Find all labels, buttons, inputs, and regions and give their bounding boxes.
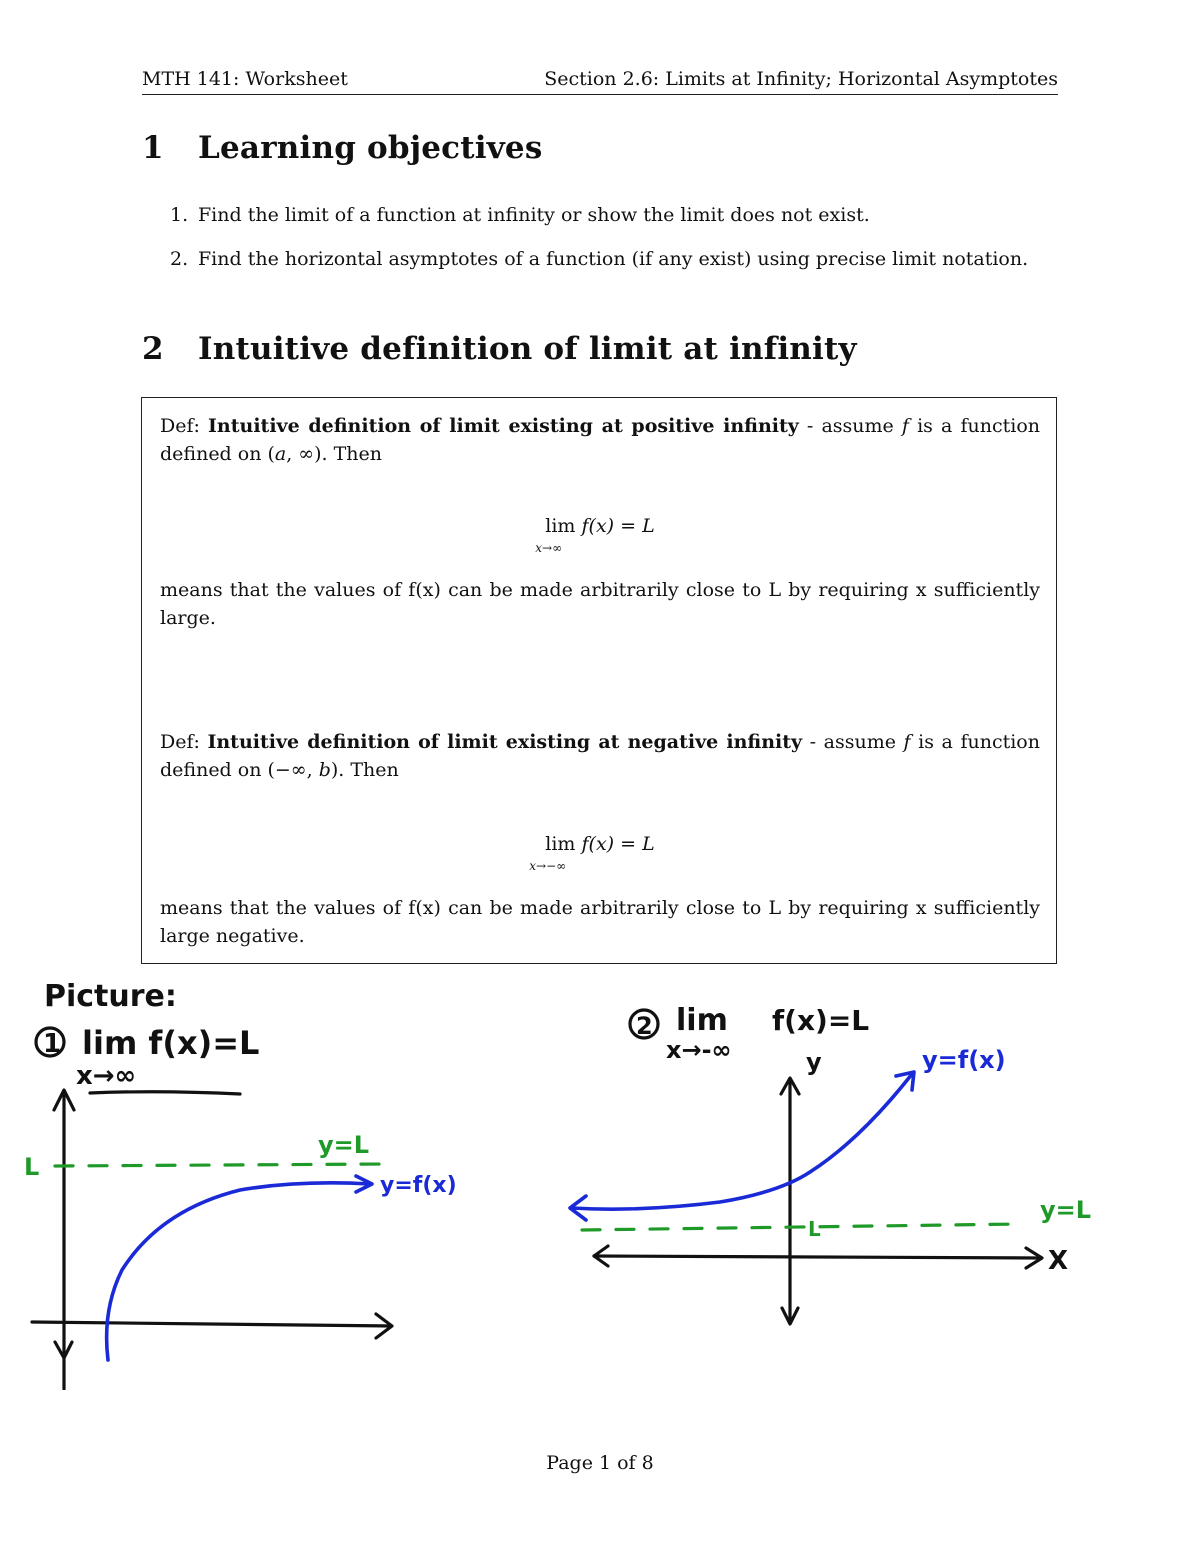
- page-footer: Page 1 of 8: [546, 1452, 654, 1474]
- objective-number: 2.: [170, 248, 189, 270]
- section-2-number: 2: [142, 331, 164, 367]
- example-1-limit: lim f(x)=L: [82, 1024, 260, 1062]
- graph-1-x-axis: [32, 1322, 390, 1326]
- def-text: is a function defined on (−∞,: [160, 731, 1040, 781]
- example-2-number: 2: [636, 1012, 653, 1040]
- def-positive-title: Intuitive definition of limit existing at positive infinity: [208, 415, 799, 437]
- lim-operator: [535, 512, 576, 555]
- graph-2-curve-label: y=f(x): [922, 1046, 1006, 1074]
- graph-1-asymptote-label: y=L: [318, 1131, 370, 1159]
- example-2-lim: lim: [676, 1003, 728, 1038]
- lim-subscript: x→∞: [535, 541, 563, 555]
- def-negative-title: Intuitive definition of limit existing at negative infinity: [207, 731, 803, 753]
- picture-label: Picture:: [44, 979, 177, 1014]
- graph-2-asymptote: [582, 1224, 1020, 1230]
- objective-text: Find the limit of a function at infinity or show the limit does not exist.: [198, 204, 870, 226]
- graph-2-curve: [572, 1074, 912, 1209]
- section-1-heading: [142, 130, 543, 166]
- def-text: - assume: [802, 731, 904, 753]
- graph-1-asymptote: [55, 1164, 388, 1166]
- graph-2-x-label: X: [1048, 1246, 1069, 1276]
- graph-2-x-axis: [594, 1256, 1040, 1258]
- graph-1-curve-label: y=f(x): [380, 1173, 457, 1198]
- limit-formula-negative: [142, 830, 1058, 873]
- section-1-title: Learning objectives: [198, 130, 543, 166]
- objectives-list: [142, 200, 1072, 288]
- objective-item: [142, 200, 1072, 244]
- def-var: a: [274, 443, 287, 465]
- lim-expression: f(x) = L: [581, 515, 655, 537]
- example-2-subscript: x→-∞: [666, 1036, 732, 1064]
- lim-text: lim: [545, 833, 576, 855]
- example-1-subscript: x→∞: [76, 1061, 137, 1091]
- lim-operator: [529, 830, 576, 873]
- example-2-fx: f(x)=L: [772, 1004, 870, 1037]
- definition-box: [141, 397, 1057, 964]
- graph-2-y-label: y: [806, 1048, 822, 1076]
- def-lead: Def:: [160, 415, 209, 437]
- section-2-title: Intuitive definition of limit at infinity: [198, 331, 857, 367]
- def-var: f: [903, 731, 911, 753]
- page-header: [142, 68, 1058, 95]
- def-positive-intro: [160, 412, 1040, 468]
- graph-2-L-label: L: [808, 1217, 821, 1241]
- def-text: , ∞). Then: [286, 443, 383, 465]
- def-text: ). Then: [330, 759, 399, 781]
- def-text: - assume: [798, 415, 902, 437]
- example-1-number: 1: [43, 1029, 62, 1059]
- example-1-underline: [90, 1092, 240, 1094]
- lim-text: lim: [545, 515, 576, 537]
- def-positive-meaning: means that the values of f(x) can be made arbitrarily close to L by requiring x sufficiently large.: [160, 579, 1040, 629]
- objective-item: [142, 244, 1072, 288]
- def-negative-intro: [160, 728, 1040, 784]
- graph-1-L-label: L: [24, 1153, 40, 1181]
- def-lead: Def:: [160, 731, 208, 753]
- graph-1-curve: [107, 1183, 370, 1360]
- def-var: f: [901, 415, 909, 437]
- graph-2-asymptote-label: y=L: [1040, 1196, 1092, 1224]
- def-text: is a function defined on (: [160, 415, 1040, 465]
- course-title: MTH 141: Worksheet: [142, 68, 348, 90]
- def-var: b: [318, 759, 331, 781]
- section-2-heading: [142, 331, 857, 367]
- limit-formula-positive: [142, 512, 1058, 555]
- def-negative-meaning: means that the values of f(x) can be made arbitrarily close to L by requiring x sufficiently large negative.: [160, 897, 1040, 947]
- section-title: Section 2.6: Limits at Infinity; Horizontal Asymptotes: [544, 68, 1058, 90]
- handwritten-sketch: [0, 970, 1200, 1390]
- section-1-number: 1: [142, 130, 164, 166]
- lim-subscript: x→−∞: [529, 859, 567, 873]
- objective-number: 1.: [170, 204, 189, 226]
- objective-text: Find the horizontal asymptotes of a function (if any exist) using precise limit notation.: [198, 248, 1029, 270]
- lim-expression: f(x) = L: [581, 833, 655, 855]
